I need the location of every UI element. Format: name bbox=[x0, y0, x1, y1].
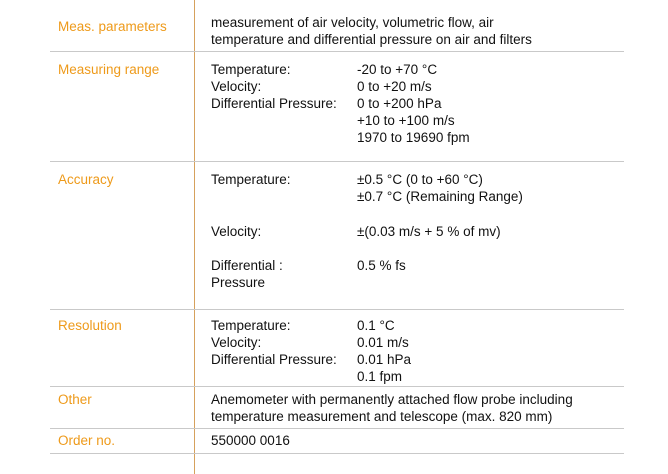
row-divider bbox=[50, 428, 624, 429]
resolution-pressure-value-1: 0.01 hPa bbox=[357, 352, 412, 367]
accuracy-pressure-label-2: Pressure bbox=[211, 275, 266, 290]
resolution-temperature-value: 0.1 °C bbox=[357, 318, 395, 333]
range-pressure-value-1: 0 to +200 hPa bbox=[357, 96, 442, 111]
accuracy-temperature-label: Temperature: bbox=[211, 172, 291, 187]
range-velocity-label: Velocity: bbox=[211, 79, 262, 94]
resolution-velocity-label: Velocity: bbox=[211, 335, 262, 350]
accuracy-pressure-value: 0.5 % fs bbox=[357, 258, 406, 273]
other-line-1: Anemometer with permanently attached flow probe including bbox=[211, 392, 573, 407]
row-divider bbox=[50, 309, 624, 310]
accuracy-velocity-value: ±(0.03 m/s + 5 % of mv) bbox=[357, 224, 501, 239]
accuracy-pressure-label-1: Differential : bbox=[211, 258, 283, 273]
order-number-value: 550000 0016 bbox=[211, 433, 290, 448]
resolution-pressure-value-2: 0.1 fpm bbox=[357, 369, 403, 384]
resolution-pressure-label: Differential Pressure: bbox=[211, 352, 337, 367]
label-accuracy: Accuracy bbox=[58, 172, 114, 187]
meas-parameters-line-1: measurement of air velocity, volumetric flow, air bbox=[211, 15, 494, 30]
resolution-temperature-label: Temperature: bbox=[211, 318, 291, 333]
row-divider bbox=[50, 51, 624, 52]
range-pressure-value-3: 1970 to 19690 fpm bbox=[357, 130, 470, 145]
range-pressure-label: Differential Pressure: bbox=[211, 96, 337, 111]
label-resolution: Resolution bbox=[58, 318, 122, 333]
accuracy-temperature-value-2: ±0.7 °C (Remaining Range) bbox=[357, 189, 523, 204]
row-divider bbox=[50, 453, 624, 454]
range-pressure-value-2: +10 to +100 m/s bbox=[357, 113, 455, 128]
row-divider bbox=[50, 161, 624, 162]
label-other: Other bbox=[58, 392, 92, 407]
label-measuring-range: Measuring range bbox=[58, 62, 160, 77]
vertical-divider bbox=[194, 0, 195, 474]
meas-parameters-line-2: temperature and differential pressure on air and filters bbox=[211, 32, 532, 47]
resolution-velocity-value: 0.01 m/s bbox=[357, 335, 409, 350]
range-temperature-value: -20 to +70 °C bbox=[357, 62, 438, 77]
label-order-no: Order no. bbox=[58, 433, 116, 448]
row-divider bbox=[50, 386, 624, 387]
range-velocity-value: 0 to +20 m/s bbox=[357, 79, 432, 94]
accuracy-temperature-value-1: ±0.5 °C (0 to +60 °C) bbox=[357, 172, 483, 187]
accuracy-velocity-label: Velocity: bbox=[211, 224, 262, 239]
other-line-2: temperature measurement and telescope (max. 820 mm) bbox=[211, 409, 553, 424]
range-temperature-label: Temperature: bbox=[211, 62, 291, 77]
label-meas-parameters: Meas. parameters bbox=[58, 19, 167, 34]
